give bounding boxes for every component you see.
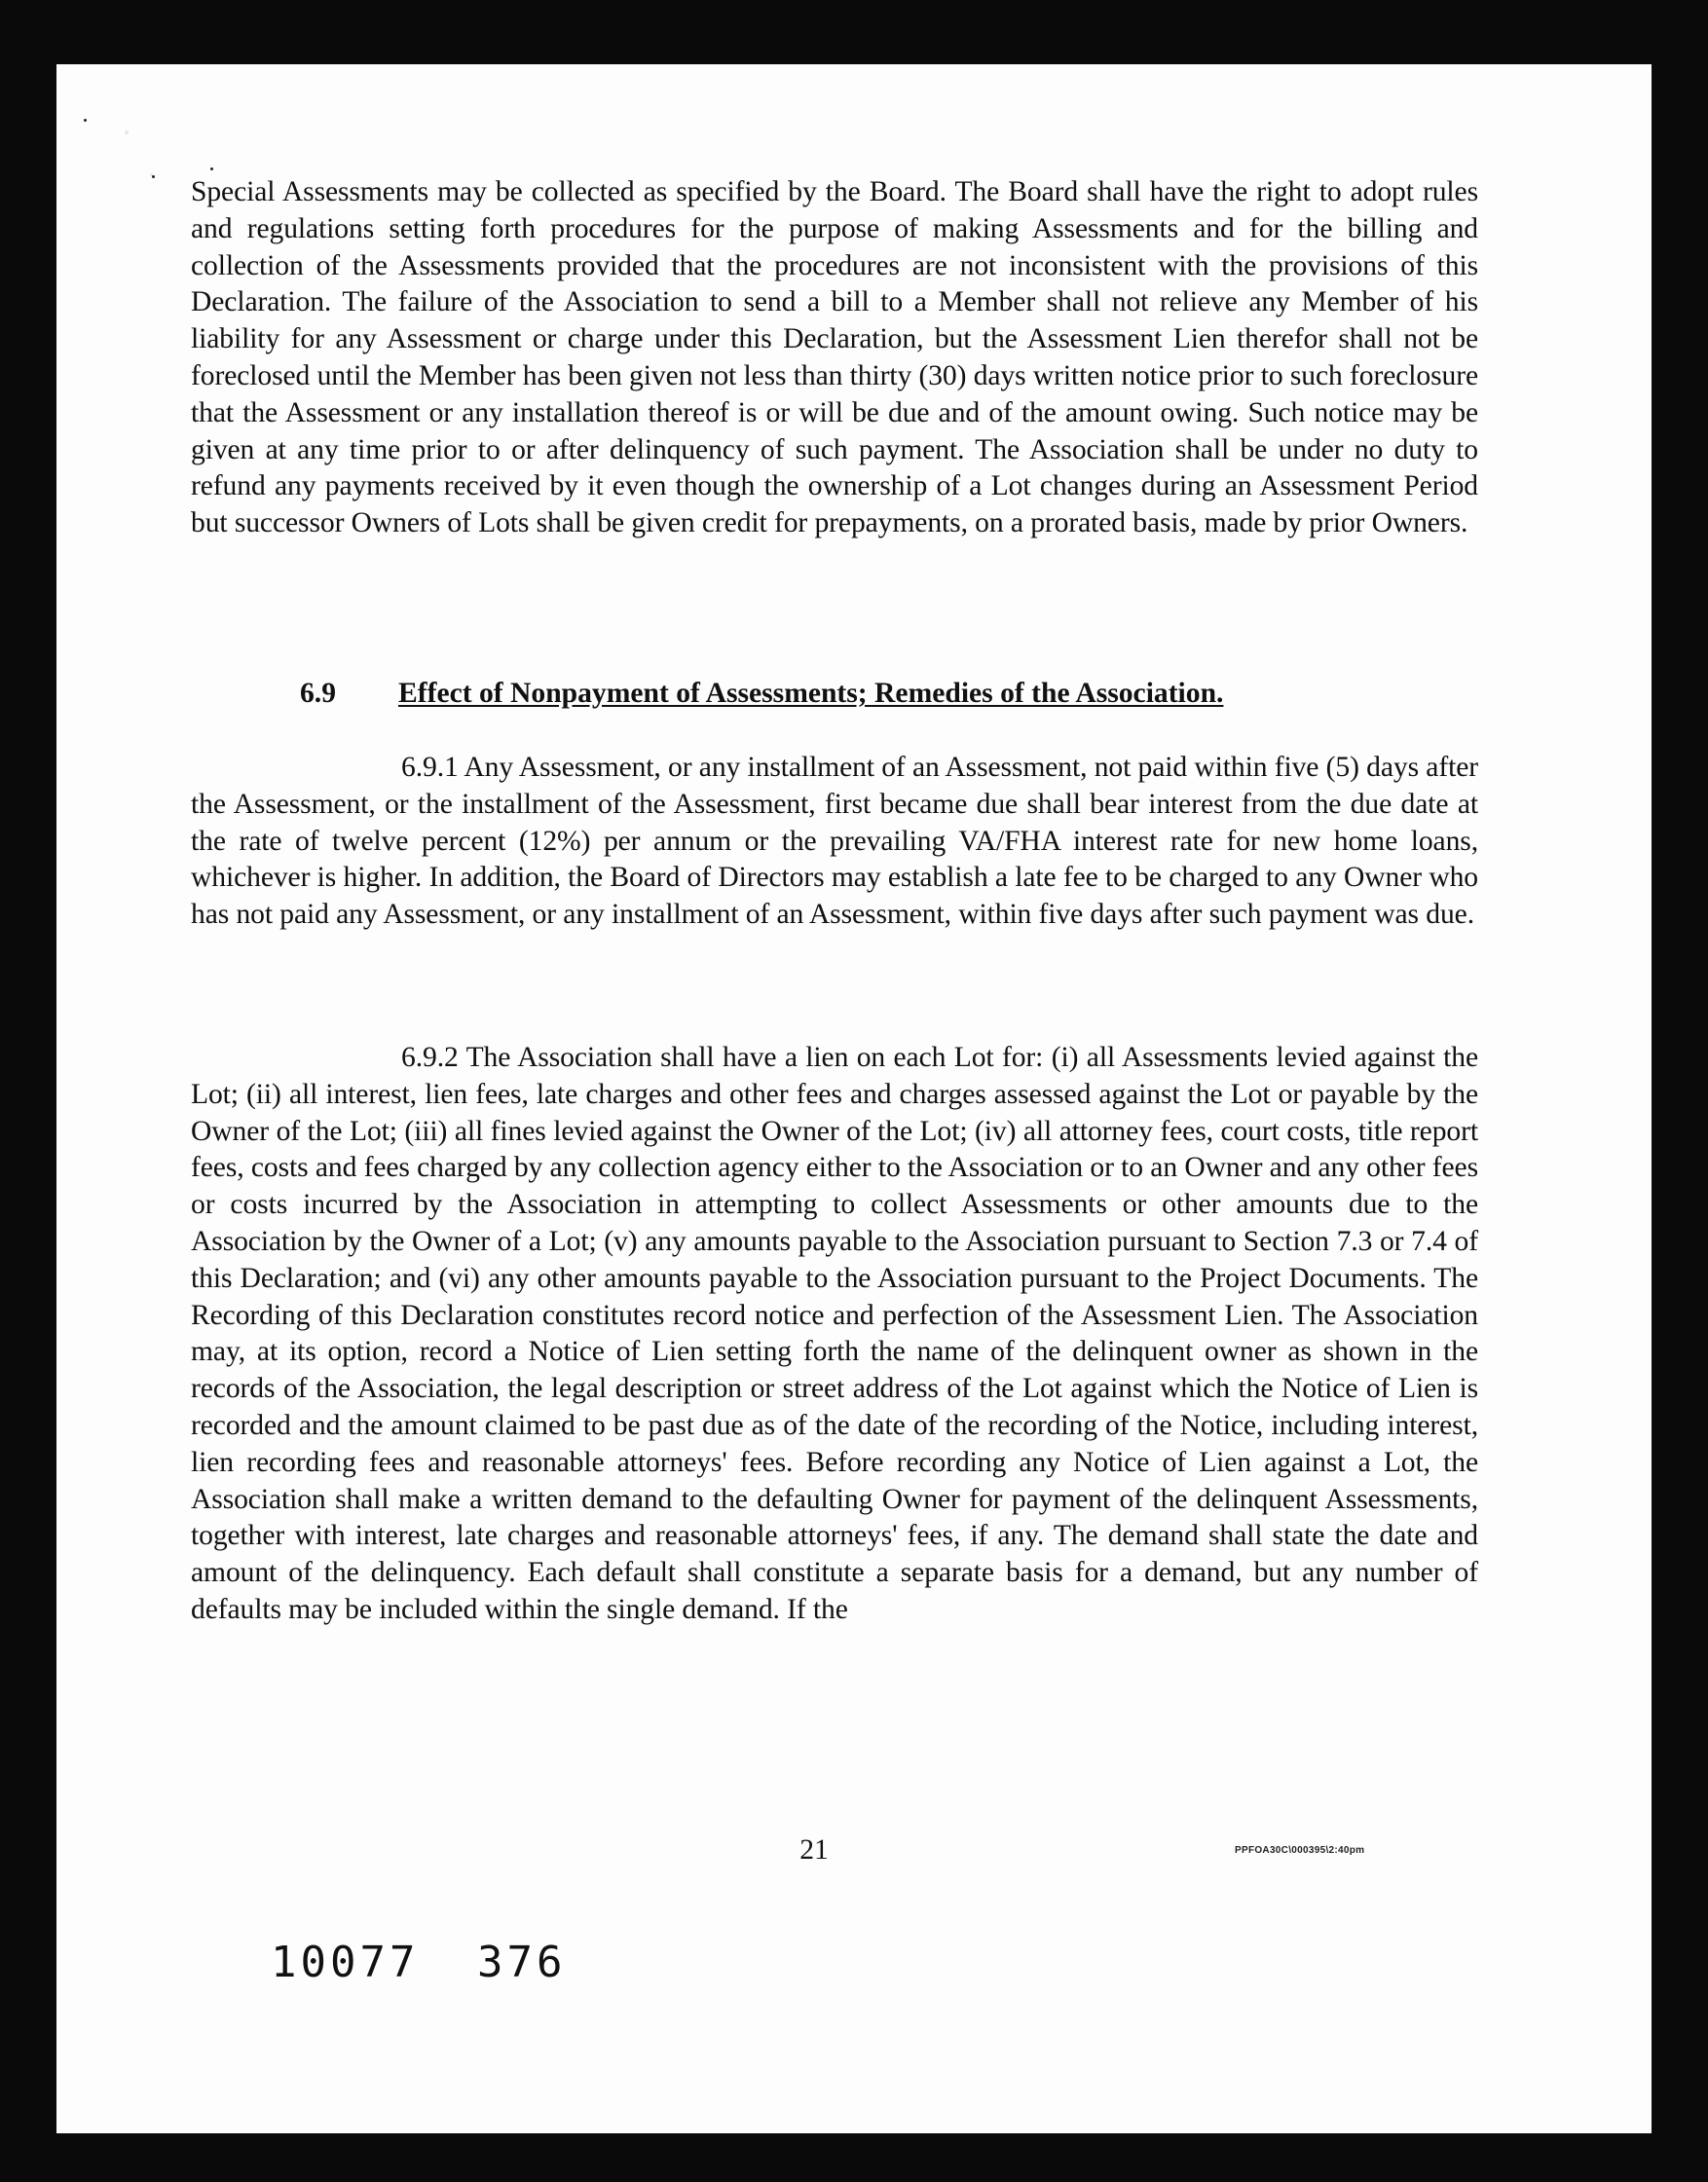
paragraph-special-assessments: Special Assessments may be collected as specified by the Board. The Board shall have the right to adopt rules and regulations setting forth procedures for the purpose of making Assessments and for the billing and collection of the Assessments provided that the procedures are not inconsistent with the provisions of this Declaration. The failure of the Association to send a bill to a Member shall not relieve any Member of his liability for any Assessment or charge under this Declaration, but the Assessment Lien therefor shall not be foreclosed until the Member has been given not less than thirty (30) days written notice prior to such foreclosure that the Assessment or any installation thereof is or will be due and of the amount owing. Such notice may be given at any time prior to or after delinquency of such payment. The Association shall be under no duty to refund any payments received by it even though the ownership of a Lot changes during an Assessment Period but successor Owners of Lots shall be given credit for prepayments, on a prorated basis, made by prior Owners. <box>191 176 1478 539</box>
scan-speck <box>210 167 213 170</box>
recording-book-number: 10077 <box>271 1938 420 1987</box>
scan-speck <box>125 130 129 134</box>
footer-document-code: PPFOA30C\000395\2:40pm <box>1235 1845 1365 1856</box>
page-number: 21 <box>799 1834 829 1866</box>
scan-speck <box>84 119 87 122</box>
section-heading <box>300 678 1223 710</box>
scan-speck <box>152 175 155 178</box>
paragraph-6-9-2: 6.9.2 The Association shall have a lien on each Lot for: (i) all Assessments levied against the Lot; (ii) all interest, lien fees, late charges and other fees and charges assessed against the Lot or payable by the Owner of the Lot; (iii) all fines levied against the Owner of the Lot; (iv) all attorney fees, court costs, title report fees, costs and fees charged by any collection agency either to the Association or to an Owner and any other fees or costs incurred by the Association in attempting to collect Assessments or other amounts due to the Association by the Owner of a Lot; (v) any amounts payable to the Association pursuant to Section 7.3 or 7.4 of this Declaration; and (vi) any other amounts payable to the Association pursuant to the Project Documents. The Recording of this Declaration constitutes record notice and perfection of the Assessment Lien. The Association may, at its option, record a Notice of Lien setting forth the name of the delinquent owner as shown in the records of the Association, the legal description or street address of the Lot against which the Notice of Lien is recorded and the amount claimed to be past due as of the date of the recording of the Notice, including interest, lien recording fees and reasonable attorneys' fees. Before recording any Notice of Lien against a Lot, the Association shall make a written demand to the defaulting Owner for payment of the delinquent Assessments, together with interest, late charges and reasonable attorneys' fees, if any. The demand shall state the date and amount of the delinquency. Each default shall constitute a separate basis for a demand, but any number of defaults may be included within the single demand. If the <box>191 1042 1478 1625</box>
paragraph-6-9-1: 6.9.1 Any Assessment, or any installment of an Assessment, not paid within five (5) days after the Assessment, or the installment of the Assessment, first became due shall bear interest from the due date at the rate of twelve percent (12%) per annum or the prevailing VA/FHA interest rate for new home loans, whichever is higher. In addition, the Board of Directors may establish a late fee to be charged to any Owner who has not paid any Assessment, or any installment of an Assessment, within five days after such payment was due. <box>191 752 1478 931</box>
section-title: Effect of Nonpayment of Assessments; Remedies of the Association. <box>398 678 1224 709</box>
recording-page-number: 376 <box>477 1938 567 1987</box>
section-number: 6.9 <box>300 678 336 709</box>
